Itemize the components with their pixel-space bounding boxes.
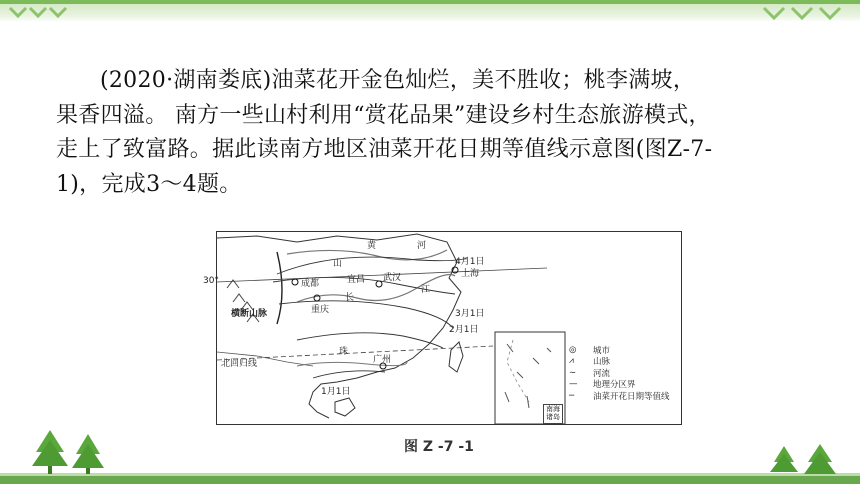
- river-label: 长: [345, 293, 355, 303]
- city-label-chengdu: 成都: [301, 279, 320, 289]
- inset-label: 南海诸岛: [543, 404, 563, 424]
- city-label-yichang: 宜昌: [347, 275, 366, 285]
- mountain-label: 横断山脉: [231, 309, 268, 319]
- map-legend: [569, 344, 670, 402]
- isoline-icon: ─: [569, 390, 575, 401]
- tree-decoration-icon: [770, 444, 850, 476]
- river-label: 珠: [339, 347, 349, 357]
- legend-label: 地理分区界: [593, 380, 636, 391]
- chevron-decoration-icon: [8, 6, 68, 20]
- river-label: 黄: [367, 241, 377, 251]
- question-text: [56, 64, 816, 202]
- river-label: 山: [333, 259, 343, 269]
- tropic-label: 北回归线: [221, 359, 258, 369]
- city-label-guangzhou: 广州: [373, 355, 392, 365]
- river-label: 江: [421, 285, 431, 295]
- city-label-chongqing: 重庆: [311, 305, 330, 315]
- isoline-label-apr1: 4月1日: [455, 257, 485, 267]
- isoline-label-mar1: 3月1日: [455, 309, 485, 319]
- figure-caption: 图 Z -7 -1: [404, 439, 474, 455]
- city-label-wuhan: 武汉: [383, 273, 402, 283]
- legend-item-river: [569, 367, 670, 379]
- isoline-label-jan1: 1月1日: [321, 387, 351, 397]
- river-icon: ∼: [569, 367, 577, 378]
- header-line: [0, 0, 860, 4]
- question-line: (2020·湖南娄底)油菜花开金色灿烂，美不胜收；桃李满坡，: [100, 68, 696, 93]
- isoline-map-figure: [203, 231, 682, 425]
- latitude-label: 30°: [203, 276, 219, 286]
- legend-label: 河流: [593, 368, 611, 379]
- river-label: 河: [417, 241, 427, 251]
- city-label-shanghai: 上海: [461, 269, 480, 279]
- question-line: 果香四溢。 南方一些山村利用“赏花品果”建设乡村生态旅游模式，: [56, 102, 711, 128]
- legend-label: 油菜开花日期等值线: [593, 391, 670, 402]
- legend-item-isoline: [569, 390, 670, 402]
- question-line: 走上了致富路。据此读南方地区油菜开花日期等值线示意图(图Z-7-: [56, 137, 713, 162]
- legend-item-city: [569, 344, 670, 356]
- legend-label: 城市: [593, 345, 611, 356]
- city-icon: ◎: [569, 344, 577, 355]
- isoline-label-feb1: 2月1日: [449, 325, 479, 335]
- chevron-decoration-icon: [762, 6, 852, 22]
- boundary-line-icon: —: [569, 379, 578, 390]
- tree-decoration-icon: [30, 426, 120, 476]
- legend-item-mountain: [569, 356, 670, 368]
- legend-label: 山脉: [593, 357, 611, 368]
- mountain-icon: ⩘: [569, 356, 574, 367]
- footer-line: [0, 476, 860, 484]
- legend-item-boundary: [569, 379, 670, 391]
- question-line: 1)，完成3～4题。: [56, 171, 242, 197]
